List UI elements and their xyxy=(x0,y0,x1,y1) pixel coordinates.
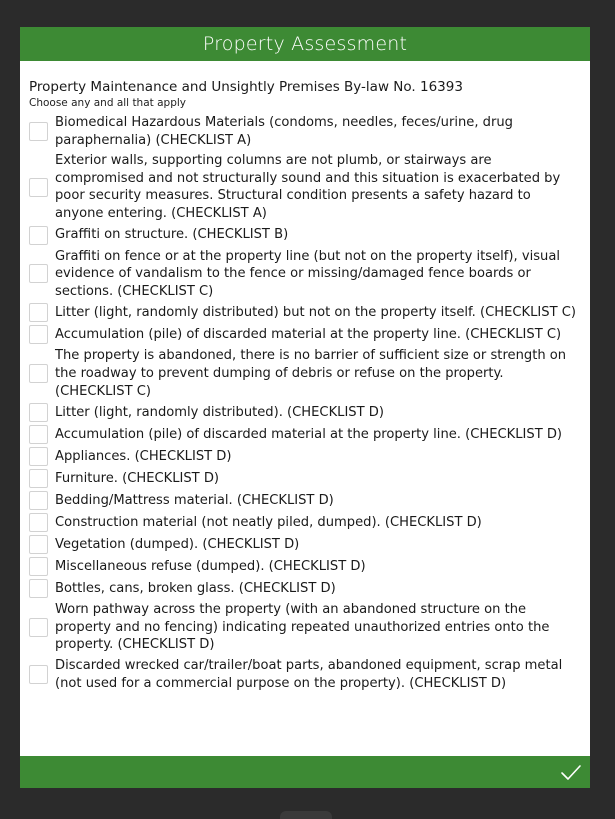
checklist-item[interactable] xyxy=(29,152,580,222)
checkbox[interactable] xyxy=(29,226,48,245)
checkbox[interactable] xyxy=(29,403,48,422)
checklist-item[interactable] xyxy=(29,535,580,554)
checklist-item-label: Miscellaneous refuse (dumped). (CHECKLIST D) xyxy=(55,558,366,574)
checklist-item-label: Worn pathway across the property (with an abandoned structure on the property and no fencing) indicating repeated unauthorized entries onto the property. (CHECKLIST D) xyxy=(55,602,550,653)
checkbox[interactable] xyxy=(29,325,48,344)
checklist-item-label: The property is abandoned, there is no barrier of sufficient size or strength on the roadway to prevent dumping of debris or refuse on the property. (CHECKLIST C) xyxy=(55,348,567,399)
dialog-title: Property Assessment xyxy=(202,33,408,55)
checklist-item-label: Construction material (not neatly piled, dumped). (CHECKLIST D) xyxy=(55,514,482,530)
checklist-item-label: Appliances. (CHECKLIST D) xyxy=(55,448,232,464)
checklist-item[interactable] xyxy=(29,557,580,576)
checklist-item-label: Graffiti on fence or at the property line (but not on the property itself), visual evidence of vandalism to the fence or missing/damaged fence boards or sections. (CHECKLIST C) xyxy=(55,248,560,299)
checkbox[interactable] xyxy=(29,618,48,637)
checklist-item[interactable] xyxy=(29,601,580,654)
checklist-item-label: Biomedical Hazardous Materials (condoms, needles, feces/urine, drug paraphernalia) (CHECKLIST A) xyxy=(55,115,513,148)
checklist-item[interactable] xyxy=(29,403,580,422)
checkmark-icon[interactable] xyxy=(560,761,582,783)
checklist-item[interactable] xyxy=(29,303,580,322)
checklist-item[interactable] xyxy=(29,447,580,466)
checkbox[interactable] xyxy=(29,665,48,684)
checklist-item-label: Bottles, cans, broken glass. (CHECKLIST D) xyxy=(55,580,336,596)
system-bar xyxy=(0,797,615,819)
checklist-item[interactable] xyxy=(29,513,580,532)
home-indicator[interactable] xyxy=(280,811,332,819)
question-title: Property Maintenance and Unsightly Premises By-law No. 16393 xyxy=(29,79,463,95)
dialog-header xyxy=(20,27,590,61)
checklist-item-label: Vegetation (dumped). (CHECKLIST D) xyxy=(55,536,300,552)
checklist-item[interactable] xyxy=(29,347,580,400)
checkbox[interactable] xyxy=(29,364,48,383)
checklist-item[interactable] xyxy=(29,425,580,444)
checkbox[interactable] xyxy=(29,122,48,141)
checkbox[interactable] xyxy=(29,264,48,283)
checkbox[interactable] xyxy=(29,303,48,322)
checklist-item-label: Accumulation (pile) of discarded material at the property line. (CHECKLIST D) xyxy=(55,426,563,442)
checklist-item[interactable] xyxy=(29,657,580,692)
checkbox[interactable] xyxy=(29,425,48,444)
checklist-item[interactable] xyxy=(29,325,580,344)
checklist-item-label: Exterior walls, supporting columns are not plumb, or stairways are compromised and not structurally sound and this situation is exacerbated by poor security measures. Structural condition presents a safety hazard to anyone entering. (CHECKLIST A) xyxy=(55,153,561,221)
checklist-item[interactable] xyxy=(29,579,580,598)
dialog-footer xyxy=(20,756,590,788)
checklist-item-label: Discarded wrecked car/trailer/boat parts, abandoned equipment, scrap metal (not used for a commercial purpose on the property). (CHECKLIST D) xyxy=(55,657,563,691)
checklist-item-label: Litter (light, randomly distributed). (CHECKLIST D) xyxy=(55,404,384,420)
checklist-item[interactable] xyxy=(29,114,580,149)
checklist-item[interactable] xyxy=(29,469,580,488)
checkbox[interactable] xyxy=(29,513,48,532)
checklist-item[interactable] xyxy=(29,248,580,301)
checkbox[interactable] xyxy=(29,178,48,197)
question-hint: Choose any and all that apply xyxy=(29,97,186,109)
checkbox[interactable] xyxy=(29,469,48,488)
checkbox[interactable] xyxy=(29,579,48,598)
checkbox[interactable] xyxy=(29,491,48,510)
checklist-item[interactable] xyxy=(29,226,580,245)
checklist-item[interactable] xyxy=(29,491,580,510)
checkbox[interactable] xyxy=(29,447,48,466)
form-content[interactable] xyxy=(20,61,590,756)
assessment-dialog xyxy=(20,27,590,788)
checklist-item-label: Furniture. (CHECKLIST D) xyxy=(55,470,220,486)
checkbox[interactable] xyxy=(29,557,48,576)
checklist-item-label: Graffiti on structure. (CHECKLIST B) xyxy=(55,227,289,243)
checklist-item-label: Litter (light, randomly distributed) but not on the property itself. (CHECKLIST C) xyxy=(55,305,576,321)
checkbox[interactable] xyxy=(29,535,48,554)
checklist-item-label: Accumulation (pile) of discarded material at the property line. (CHECKLIST C) xyxy=(55,327,562,343)
checklist-item-label: Bedding/Mattress material. (CHECKLIST D) xyxy=(55,492,334,508)
